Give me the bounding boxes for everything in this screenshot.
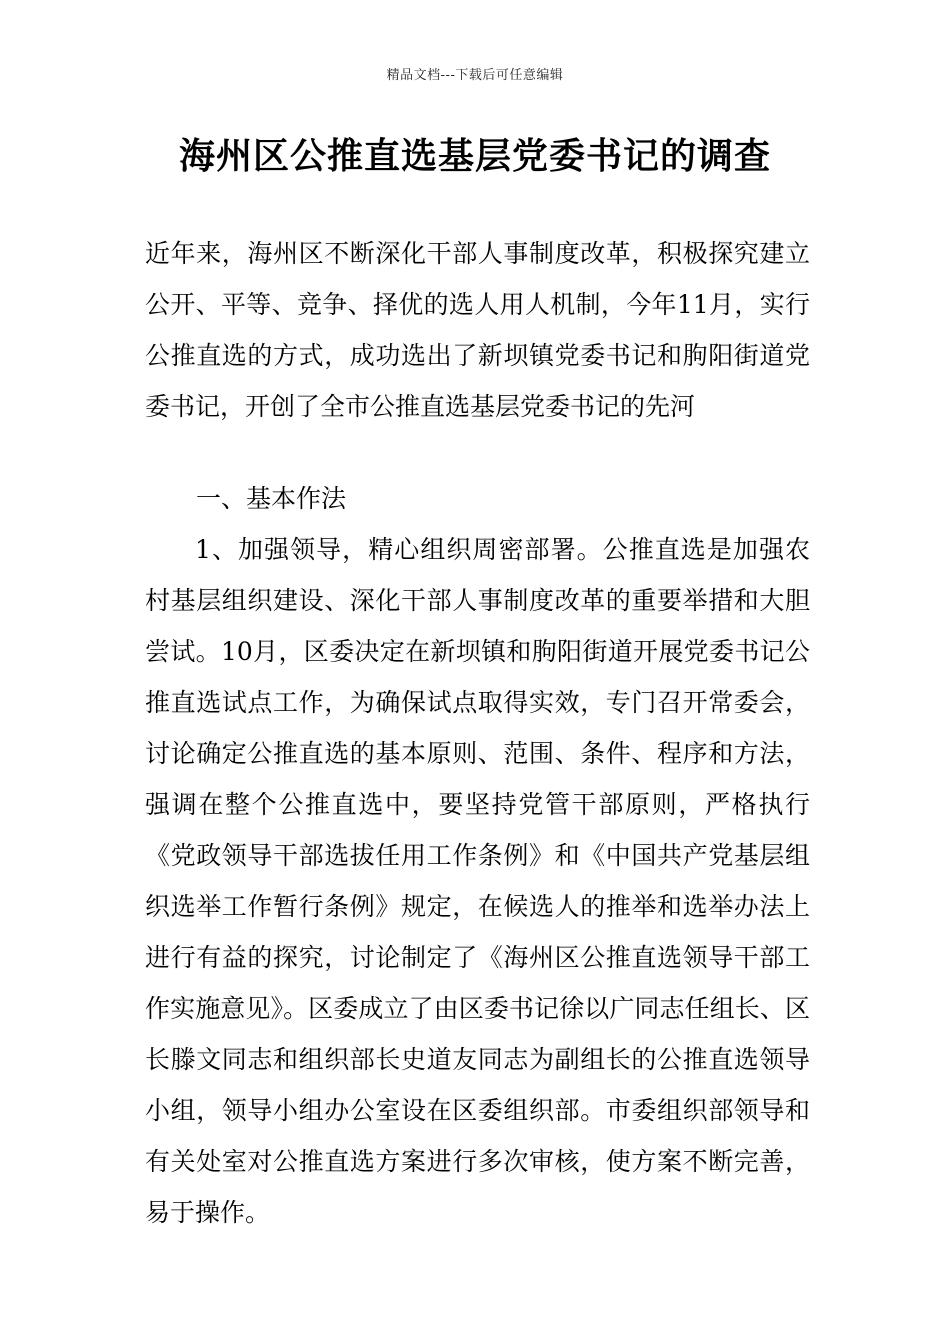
intro-paragraph: 近年来，海州区不断深化干部人事制度改革，积极探究建立公开、平等、竞争、择优的选人用人机制，今年11月，实行公推直选的方式，成功选出了新坝镇党委书记和朐阳街道党委书记，开创了全市公推直选基层党委书记的先河 bbox=[145, 239, 810, 421]
page-title: 海州区公推直选基层党委书记的调查 bbox=[178, 136, 771, 177]
section-heading: 一、基本作法 bbox=[196, 484, 347, 513]
header-note: 精品文档---下载后可任意编辑 bbox=[386, 68, 564, 83]
body-paragraph: 1、加强领导，精心组织周密部署。公推直选是加强农村基层组织建设、深化干部人事制度改革的重要举措和大胆尝试。10月，区委决定在新坝镇和朐阳街道开展党委书记公推直选试点工作，为确保试点取得实效，专门召开常委会，讨论确定公推直选的基本原则、范围、条件、程序和方法，强调在整个公推直选中，要坚持党管干部原则，严格执行《党政领导干部选拔任用工作条例》和《中国共产党基层组织选举工作暂行条例》规定，在候选人的推举和选举办法上进行有益的探究，讨论制定了《海州区公推直选领导干部工作实施意见》。区委成立了由区委书记徐以广同志任组长、区长滕文同志和组织部长史道友同志为副组长的公推直选领导小组，领导小组办公室设在区委组织部。市委组织部领导和有关处室对公推直选方案进行多次审核，使方案不断完善，易于操作。 bbox=[145, 535, 810, 1227]
